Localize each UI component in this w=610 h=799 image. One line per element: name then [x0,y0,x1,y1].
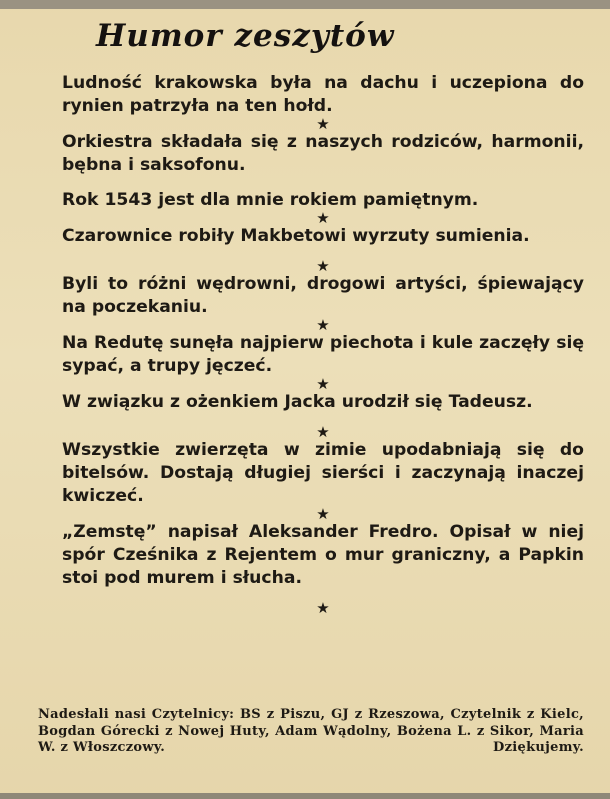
bottom-edge [0,793,610,799]
entry-6: Na Redutę sunęła najpierw piechota i kule zaczęły się sypać, a trupy jęczeć. [62,333,584,376]
separator-star: ★ [316,505,330,523]
top-edge [0,0,610,9]
credits-signoff: Dziękujemy. [493,740,584,755]
credits-text: Nadesłali nasi Czytelnicy: BS z Piszu, GJ z Rzeszowa, Czytelnik z Kielc, Bogdan Górecki z Nowej Huty, Adam Wądolny, Bożena L. z Sikor, Maria W. z Włoszczowy. [38,707,584,755]
entry-2: Orkiestra składała się z naszych rodziców, harmonii, bębna i saksofonu. [62,132,584,175]
credits [38,707,584,757]
separator-star: ★ [316,599,330,617]
entry-3: Rok 1543 jest dla mnie rokiem pamiętnym. [62,190,479,210]
separator-star: ★ [316,257,330,275]
separator-star: ★ [316,423,330,441]
separator-star: ★ [316,115,330,133]
entry-8: Wszystkie zwierzęta w zimie upodabniają się do bitelsów. Dostają długiej sierści i zaczynają inaczej kwiczeć. [62,440,584,506]
entry-4: Czarownice robiły Makbetowi wyrzuty sumienia. [62,226,530,246]
entry-9: „Zemstę” napisał Aleksander Fredro. Opisał w niej spór Cześnika z Rejentem o mur graniczny, a Papkin stoi pod murem i słucha. [62,522,584,588]
entry-5: Byli to różni wędrowni, drogowi artyści, śpiewający na poczekaniu. [62,274,584,317]
entries-column [62,72,584,615]
entry-7: W związku z ożenkiem Jacka urodził się Tadeusz. [62,392,533,412]
entry-1: Ludność krakowska była na dachu i uczepiona do rynien patrzyła na ten hołd. [62,73,584,116]
separator-star: ★ [316,209,330,227]
separator-star: ★ [316,316,330,334]
page-title: Humor zeszytów [96,18,395,54]
separator-star: ★ [316,375,330,393]
